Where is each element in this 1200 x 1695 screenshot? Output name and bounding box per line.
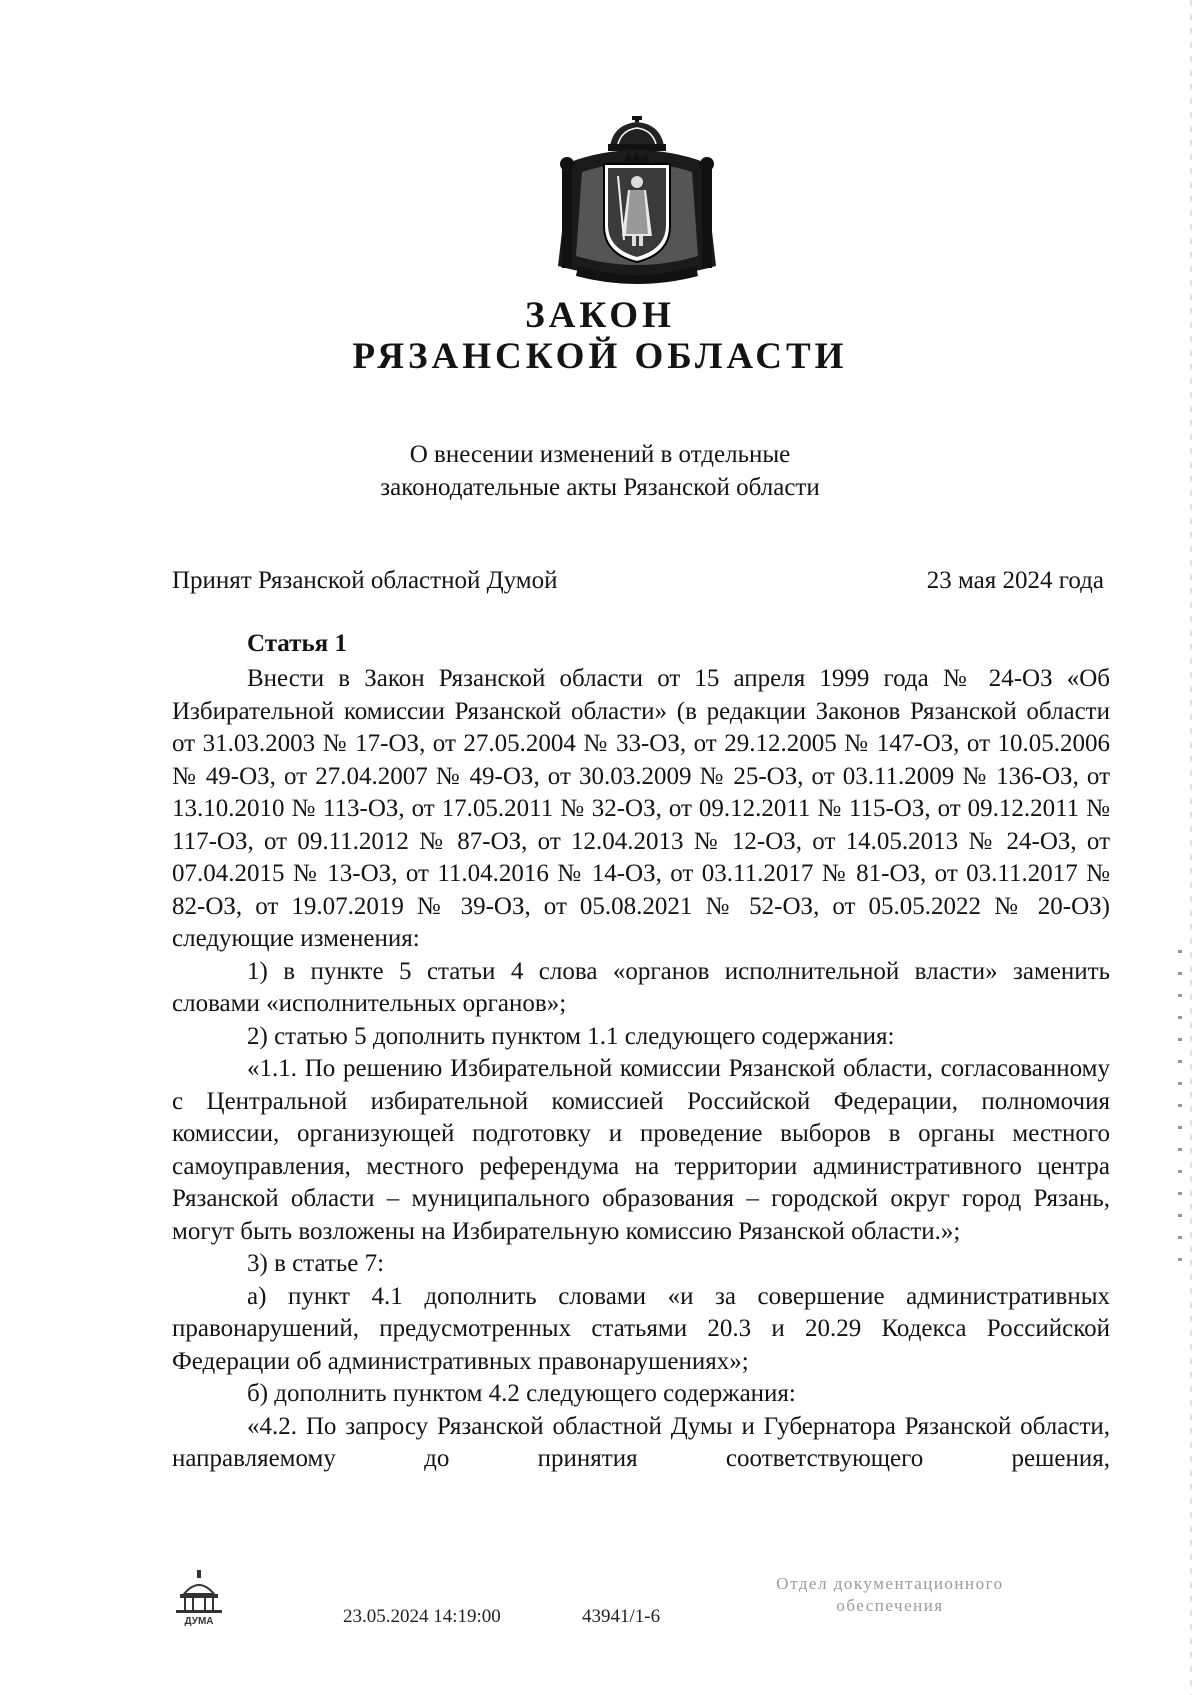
stamp-line-2: обеспечения: [836, 1596, 944, 1615]
article-heading: Статья 1: [247, 630, 347, 657]
article-paragraph: б) дополнить пунктом 4.2 следующего содержания:: [247, 1380, 796, 1407]
article-paragraph: а) пункт 4.1 дополнить словами «и за совершение административных правонарушений, предусмотренных статьями 20.3 и 20.29 Кодекса Российской Федерации об административных правонарушениях»;: [172, 1282, 1110, 1375]
adoption-date: 23 мая 2024 года: [926, 567, 1104, 594]
coat-of-arms-emblem: [548, 116, 726, 286]
department-stamp: [755, 1573, 1025, 1617]
document-number: 43941/1-6: [582, 1606, 661, 1627]
article-body: [172, 663, 1110, 1476]
article-paragraph: 3) в статье 7:: [247, 1250, 385, 1277]
law-subject-line-1: О внесении изменений в отдельные: [409, 441, 791, 468]
svg-text:ДУМА: ДУМА: [184, 1616, 214, 1627]
duma-building-logo: [172, 1570, 226, 1628]
adopted-by: Принят Рязанской областной Думой: [172, 567, 558, 594]
law-subject-line-2: законодательные акты Рязанской области: [380, 474, 820, 501]
scan-edge: [1190, 0, 1192, 1695]
scan-marks: [1178, 950, 1182, 1280]
article-paragraph: «4.2. По запросу Рязанской областной Думы и Губернатора Рязанской области, направляемому до принятия соответствующего решения,: [172, 1412, 1110, 1472]
article-paragraph: Внести в Закон Рязанской области от 15 апреля 1999 года № 24-ОЗ «Об Избирательной комиссии Рязанской области» (в редакции Законов Рязанской области от 31.03.2003 № 17-ОЗ, от 27.05.2004 № 33-ОЗ, от 29.12.2005 № 147-ОЗ, от 10.05.2006 № 49-ОЗ, от 27.04.2007 № 49-ОЗ, от 30.03.2009 № 25-ОЗ, от 03.11.2009 № 136-ОЗ, от 13.10.2010 № 113-ОЗ, от 17.05.2011 № 32-ОЗ, от 09.12.2011 № 115-ОЗ, от 09.12.2011 № 117-ОЗ, от 09.11.2012 № 87-ОЗ, от 12.04.2013 № 12-ОЗ, от 14.05.2013 № 24-ОЗ, от 07.04.2015 № 13-ОЗ, от 11.04.2016 № 14-ОЗ, от 03.11.2017 № 81-ОЗ, от 03.11.2017 № 82-ОЗ, от 19.07.2019 № 39-ОЗ, от 05.08.2021 № 52-ОЗ, от 05.05.2022 № 20-ОЗ) следующие изменения:: [172, 665, 1110, 952]
stamp-line-1: Отдел документационного: [776, 1574, 1004, 1593]
article-paragraph: 2) статью 5 дополнить пунктом 1.1 следующего содержания:: [247, 1022, 895, 1050]
law-region-title: РЯЗАНСКОЙ ОБЛАСТИ: [352, 336, 848, 377]
article-paragraph: 1) в пункте 5 статьи 4 слова «органов исполнительной власти» заменить словами «исполнительных органов»;: [172, 957, 1110, 1017]
law-title: ЗАКОН: [525, 295, 675, 336]
article-paragraph: «1.1. По решению Избирательной комиссии Рязанской области, согласованному с Центральной избирательной комиссией Российской Федерации, полномочия комиссии, организующей подготовку и проведение выборов в органы местного самоуправления, местного референдума на территории административного центра Рязанской области – муниципального образования – городской округ город Рязань, могут быть возложены на Избирательную комиссию Рязанской области.»;: [172, 1055, 1110, 1245]
print-datetime: 23.05.2024 14:19:00: [343, 1606, 501, 1627]
